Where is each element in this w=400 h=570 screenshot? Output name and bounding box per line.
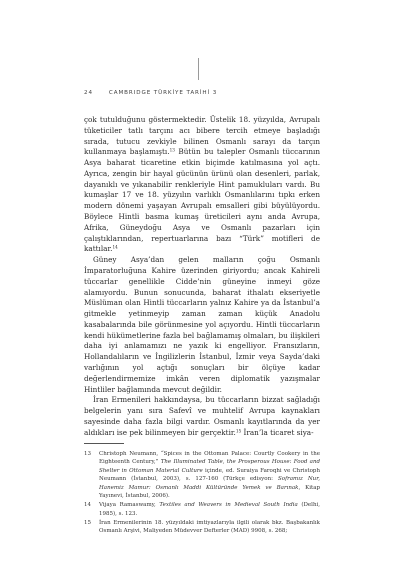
- body-paragraph: [84, 255, 320, 395]
- footnote-marker: 15: [235, 428, 242, 434]
- footnote-number: 13: [84, 451, 91, 457]
- text-run: İran’la ticaret siya-: [241, 427, 314, 437]
- body-paragraph: [84, 395, 320, 438]
- text-run: , Kitap Yayınevi, İstanbul, 2006).: [99, 484, 321, 500]
- footnote-text: [99, 519, 320, 536]
- footnote-text: [99, 501, 320, 518]
- body-text: [84, 115, 320, 438]
- footnote-separator: [84, 443, 124, 444]
- footnote: [84, 450, 320, 501]
- footnote: [84, 519, 320, 536]
- footnote-marker: 13: [169, 147, 175, 153]
- footnote-number: 15: [84, 519, 91, 526]
- footnote-marker: 14: [112, 244, 118, 250]
- footnote: [84, 501, 320, 518]
- italic-title: Soframız Nur, Hanemiz Mamur: Osmanlı Maddi Kültüründe Yemek ve Barınak: [99, 476, 320, 491]
- text-run: Vijaya Ramaswamy,: [99, 502, 160, 509]
- running-head-rule: [198, 58, 199, 80]
- text-run: Bütün bu talepler Osmanlı tüccarının Asya baharat ticaretine etkin biçimde katılmasına yol açtı. Ayrıca, zengin bir hayal gücünün ürünü olan desenleri, parlak, dayanıklı ve yıkanabilir renkleriyle Hint pamukluları vardı. Bu kumaşlar 17 ve 18. yüzyılın varlıklı Osmanlılarını tıpkı erken modern dönemi yaşayan Avrupalı emsalleri gibi büyülüyordu. Böylece Hintli basma kumaş üreticileri aynı anda Avrupa, Afrika, Güneydoğu Asya ve Osmanlı pazarları için çalıştıklarından, repertuarlarına bazı “Türk” motifleri de kattılar.: [84, 147, 321, 254]
- running-head-title: CAMBRIDGE TÜRKİYE TARİHİ 3: [108, 90, 218, 96]
- text-run: Güney Asya’dan gelen malların çoğu Osmanlı İmparatorluğuna Kahire üzerinden giriyordu; ancak Kahireli tüccarlar genellikle Cidde’nin güneyine inmeyi göze alamıyordu. Bunun sonucunda, baharat ithalatı ekseriyetle Müslüman olan Hintli tüccarların yalnız Kahire ya da İstanbul’a gitmekle yetinmeyip zaman zaman küçük Anadolu kasabalarında bile görünmesine yol açıyordu. Hintli tüccarların kendi hükümetlerine fazla bel bağlamamış olmaları, bu ilişkileri daha iyi anlamamızı ne yazık ki engelliyor. Fransızların, Hollandalıların ve İngilizlerin İstanbul, İzmir veya Sayda’daki varlığının yol açtığı sonuçları bir ölçüye kadar değerlendirmemize imkân veren diplomatik yazışmalar Hintliler bağlamında mevcut değildir.: [84, 255, 320, 394]
- italic-title: The Illuminated Table, the Prosperous House: Food and Shelter in Ottoman Material Culture: [99, 459, 321, 474]
- text-run: İran Ermenileri hakkındaysa, bu tüccarların bizzat sağladığı belgelerin yanı sıra Safevî ve muhtelif Avrupa kaynakları sayesinde daha fazla bilgi vardır. Osmanlı kayıtlarında da yer aldıkları ise pek bilinmeyen bir gerçektir.: [84, 395, 320, 437]
- text-run: İran Ermenilerinin 18. yüzyıldaki imtiyazlarıyla ilgili olarak bkz. Başbakanlık Osmanlı Arşivi, Maliyeden Müdevver Defterler (MAD) 9908, s. 268;: [99, 519, 320, 535]
- text-run: (Delhi, 1985), s. 123.: [99, 502, 320, 517]
- footnote-text: [99, 450, 320, 501]
- page-number: 24: [84, 90, 93, 96]
- body-paragraph: [84, 115, 320, 255]
- running-head: [84, 90, 324, 96]
- text-run: içinde, ed. Suraiya Faroqhi ve Christoph Neumann (İstanbul, 2003), s. 127-160 (Türkçe edisyon:: [99, 467, 320, 483]
- italic-title: Textiles and Weavers in Medieval South India: [159, 502, 298, 509]
- text-run: çok tutulduğunu göstermektedir. Üstelik 18. yüzyılda, Avrupalı tüketiciler tatlı tarçını acı bibere tercih etmeye başladığı sırada, tutucu zevkiyle bilinen Osmanlı sarayı da tarçın kullanmaya başlamıştı.: [84, 115, 320, 157]
- footnote-number: 14: [84, 502, 91, 509]
- footnotes: [84, 450, 320, 536]
- text-run: Christoph Neumann, “Spices in the Ottoman Palace: Courtly Cookery in the Eighteenth Century,”: [99, 451, 320, 466]
